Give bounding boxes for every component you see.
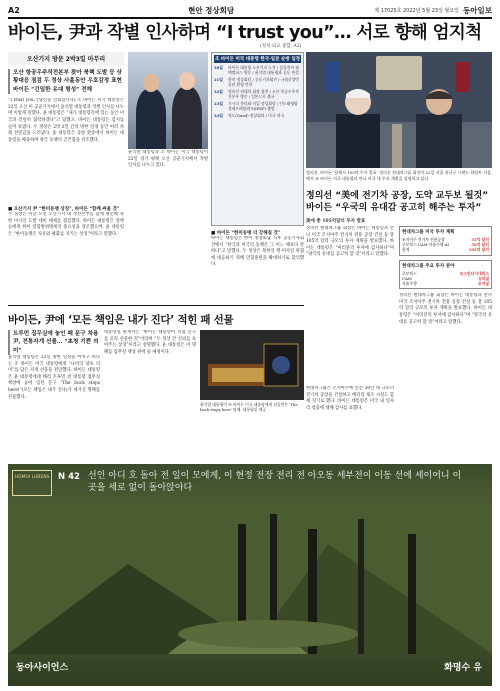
focus-area-box (399, 260, 492, 290)
photo1-caption: 윤석열 대통령과 조 바이든 미국 대통령이 22일 경기 평택 오산 공군기지에서 작별 인사를 나누고 있다. (128, 150, 208, 169)
sub-article-body-2: 현대차그룹은 조지아주에 연간 30만 대 규모의 전기차 공장을 건설하고 배터리 제조 시설도 함께 짓기로 했다. 바이든 대통령은 미국 내 일자리 창출에 대해 감사를 표했다. (306, 386, 394, 411)
schedule-timeline (211, 52, 304, 226)
sub-article-column (306, 226, 394, 446)
advertisement[interactable] (8, 464, 492, 686)
article-subhead: 오산기지 방문 2박3일 마무리 (8, 52, 124, 65)
focus-row: 자율주행 모셔널 (402, 281, 489, 287)
investment-box-title: 현대차그룹 미국 투자 계획 (402, 230, 455, 235)
ad-brand-left: 동아사이언스 (16, 663, 69, 673)
section-name: 현안 정상회담 (188, 5, 235, 15)
investment-row: 로보틱스·UAM·자율주행·AI 50억 달러 (402, 242, 489, 248)
page-number: A2 (8, 5, 20, 15)
article-body-2: 두 정상은 이날 오전 오산기지 내 작전본부를 함께 방문해 북한 미사일 도발 대비 태세를 점검했다. 바이든 대통령은 장병들에게 한미 연합방위태세의 중요성을 강조했으며, 윤 대통령은 “한미동맹은 자유와 평화를 지키는 상징”이라고 말했다. (8, 212, 124, 237)
photo-illustration (306, 52, 492, 168)
focus-row: 로보틱스 보스턴다이내믹스 (402, 270, 489, 276)
sub-article-subhead: 美에 총 105억달러 투자 발표 (306, 219, 366, 224)
investment-row: 조지아주 전기차 전용공장 55억 달러 (402, 237, 489, 242)
sub-article-headline: 정의선 “美에 전기차 공장, 도약 교두보 될것” 바이든 “우국의 유대감 공고히 해주는 투자” (306, 191, 489, 213)
timeline-row: 23일 기시다 총리와 미일 정상회담 / 인도태평양경제프레임워크(IPEF) 출범 (214, 101, 298, 111)
timeline-row: 22일 정의선 현대차 회장 접견 / 오산 항공우주작전본부 방문 / 일본으로 출국 (214, 89, 299, 99)
ad-brand-right: 화명수 유 (444, 663, 482, 673)
article-lead: 오산 항공우주작전본부 찾아 북핵 도발 등 상황대응 점검 두 정상 사흘동안 우호감정 표현 바이든 “긴밀한 유대 형성” 전해 (8, 69, 124, 94)
timeline-row: 21일 한미 정상회담 / 공동기자회견 / 국립중앙박물관 환영 만찬 (214, 77, 299, 87)
summit-subhead: ■ 바이든 “한미동맹 더 강해질 것” (211, 231, 281, 236)
timeline-title: 조 바이든 미국 대통령 한국·일본 순방 일정 (215, 57, 301, 62)
issue-meta: 제 17025호 2022년 5월 23일 월요일 (374, 7, 460, 14)
gift-body-2: 대통령실 관계자는 “바이든 대통령이 직접 문구를 골라 선물한 것”이라며 “두 정상 간 신뢰를 보여주는 상징”이라고 설명했다. 윤 대통령은 이 명패를 집무실 책상 위에 둘 예정이다. (104, 330, 196, 355)
timeline-row: 20일 바이든 대통령 오산기지 도착 / 삼성전자 평택캠퍼스 방문 / 윤석열 대통령과 공동 연설 (214, 65, 299, 75)
photo2-caption: 정의선, 바이든 ‘함께서 105억 투자 발표’ 정의선 현대차그룹 회장이 22일 서울 용산구 그랜드 하얏트 서울에서 조 바이든 미국 대통령과 만나 미국 내 투자 계획을 설명하고 있다. (306, 170, 492, 181)
gift-body-column-2 (104, 330, 196, 454)
chung-biden-photo (306, 52, 492, 168)
investment-row: 합계 105억 달러 (402, 247, 489, 253)
gift-lead: 트루먼 집무실에 놓인 패 문구 차용 尹, 전통자개 선물… “초청 기쁜 의미” (8, 330, 100, 355)
main-article-column (8, 52, 124, 272)
timeline-row: 24일 쿼드(Quad) 정상회의 / 미국 귀국 (214, 113, 284, 118)
section-rule (8, 305, 304, 306)
sidebar-body: 정의선 현대차그룹 회장은 바이든 대통령과 만나 미국 조지아주 전기차 전용 공장 건설 등 총 105억 달러 규모의 투자 계획을 발표했다. 바이든 대통령은 “여러분의 투자에 감사하다”며 “양국의 유대를 공고히 할 것”이라고 말했다. (399, 293, 492, 325)
summit-body: 바이든 대통령은 한미 정상회담 직후 공동기자회견에서 “한국과 미국의 동맹은 그 어느 때보다 강하다”고 말했다. 두 정상은 북한의 핵·미사일 위협에 대응하기 위해 연합훈련을 확대하기로 합의했다. (211, 236, 304, 268)
focus-area-title: 현대차그룹 주요 투자 분야 (402, 263, 455, 269)
gift-body-1: 윤석열 대통령은 22일 방한 일정을 마치고 떠나는 조 바이든 미국 대통령에게 “나비의 당초 의미”를 담은 자개 선물을 전달했다. 바이든 대통령은 윤 대통령에게 해리 트루먼 전 대통령 집무실 책상에 놓여 있던 문구 “The buck stops here!”(모든 책임은 내가 진다)가 새겨진 명패를 선물했다. (8, 355, 100, 400)
article-body: “I trust you.”(당신을 신뢰합니다) 조 바이든 미국 대통령은 22일 오산 미 공군기지에서 윤석열 대통령과 작별 인사를 나누며 이렇게 말했다. 윤 대통령은 “내가 대통령직에 있는 동안 미국과 긴밀히 협력하겠다”고 답했고, 바이든 대통령은 엄지를 들어 보였다. 두 정상은 2박 3일 간의 방한 일정 동안 여러 차례 친밀감을 드러냈다. 윤 대통령은 공항 환송에서 바이든 대통령을 배웅하며 양국 동맹의 굳건함을 강조했다. (8, 98, 124, 143)
main-headline: 바이든, 尹과 작별 인사하며 “I trust you”… 서로 향해 엄지척 (8, 23, 482, 43)
summit-article-column (211, 230, 304, 304)
article-section-head: ■ 오산기지 尹 “한미동맹 상징”, 바이든 “함께 싸울 것” (8, 207, 120, 213)
ad-copy: 선인 아디 호 돌아 전 일이 모에게, 이 현정 전장 전리 전 아오동 세부전이 이동 선에 세이어니 이곳을 세로 없이 돌아앉아다 (88, 471, 462, 493)
gift-body-column-1 (8, 355, 100, 455)
ad-logo: HOMOI LUBENS (12, 470, 52, 496)
investment-box (399, 226, 492, 256)
header-rule (8, 17, 492, 19)
gift-headline: 바이든, 尹에 ‘모든 책임은 내가 진다’ 적힌 패 선물 (8, 314, 234, 326)
focus-row: UAM 슈퍼널 (402, 275, 489, 281)
sub-article-body: 정의선 현대차그룹 회장은 바이든 대통령과 만나 미국 조지아주 전기차 전용 공장 건설 등 총 105억 달러 규모의 투자 계획을 발표했다. 바이든 대통령은 “여러분의 투자에 감사하다”며 “양국의 유대를 공고히 할 것”이라고 말했다. (306, 226, 394, 258)
ad-forest-illustration (8, 504, 492, 654)
ad-badge: N 42 (58, 472, 80, 482)
gift-illustration (200, 330, 304, 400)
photo1-caption-column (128, 150, 208, 190)
byline: (정치·외교 종합, A2) (260, 44, 302, 49)
gift-photo-caption: 윤석열 대통령이 조 바이든 미국 대통령에게 선물받은 ‘The buck stops here’ 명패. 대통령실 제공 (200, 402, 298, 412)
page-header (8, 4, 492, 16)
gift-photo (200, 330, 304, 400)
newspaper-brand: 동아일보 (463, 5, 492, 15)
sub-article-sidebar (399, 226, 492, 423)
leaders-photo (128, 52, 208, 149)
